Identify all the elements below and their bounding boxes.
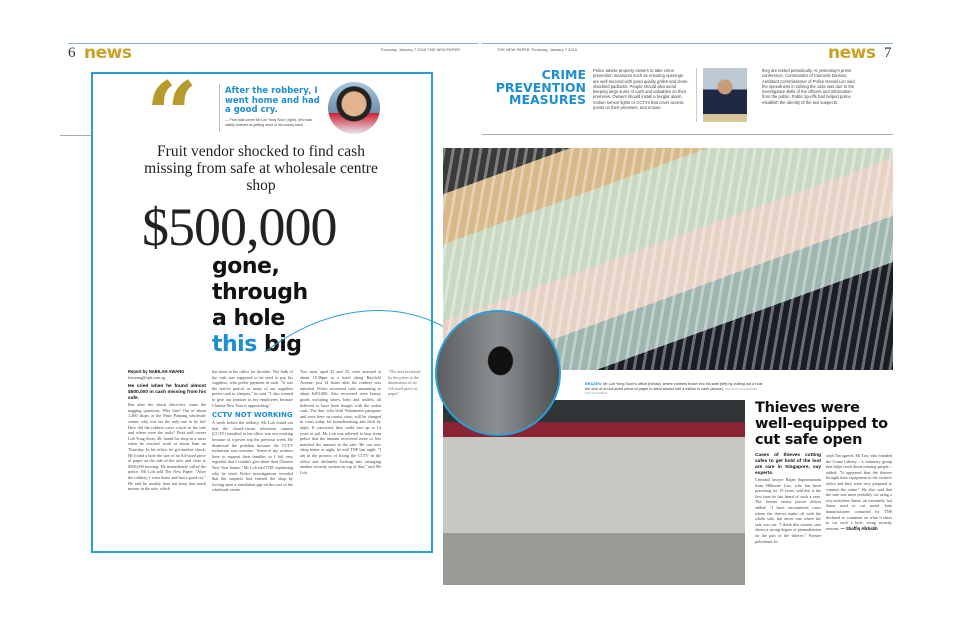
article-author: — Shaffiq Alkhatib [840, 525, 878, 531]
byline-email: fnawang@sph.com.sg [128, 374, 166, 380]
lede: He cried when he found almost $500,000 in cash missing from his safe. [128, 384, 206, 402]
subhead-line: through [212, 280, 308, 305]
crime-prevention-title [486, 69, 586, 107]
quote-divider [219, 84, 220, 132]
column-1-text: But after the shock discovery came the nagging questions. Why him? Out of about 1,400 shops at the Pasir Panjang wholesale centre, why was his the only one to be hit? How did the robbers carve a hole in his safe and where were the tools? Fruit stall owner Loh Yong Soon, 46, found his shop in a mess when he reached work at about 6am on Thursday. In his office, he got another shock: He found a hole the size of an A4-sized piece of paper on the side of the safe, and close to $500,000 missing. He immediately called the police. Mr Loh told The New Paper: "After the robbery, I went home and had a good cry." He said he usually does not keep that much money in the safe, which [128, 402, 206, 492]
section-rule-left [60, 135, 92, 136]
caption-label: BRAZEN: [585, 382, 603, 386]
quote-mark-icon: “ [146, 62, 198, 168]
pull-quote: After the robbery, I went home and had a good cry. [225, 86, 320, 115]
police-officer-photo [703, 68, 747, 122]
column-1 [128, 369, 206, 492]
title-line: MEASURES [509, 92, 586, 107]
pull-quote-attribution: — Fruit stall owner Mr Loh Yong Soon (right), who was visibly relieved at getting most of his money back [225, 118, 312, 127]
title-line: PREVENTION [495, 79, 586, 95]
section-label-right: news [828, 43, 876, 63]
article-column-2 [826, 453, 892, 531]
section-label-left: news [84, 43, 132, 63]
column-3: Two men, aged 23 and 25, were arrested at about 10.30pm at a hotel along Rayfield Avenue, just 14 hours after the robbery was reported. Police recovered cash amounting to about $453,000. Also recovered were luxury goods including shoes, belts and wallets, all believed to have been bought with the stolen cash. The duo, who hold Vietnamese passports and were here on tourist visas, will be charged in court today for housebreaking and theft by night. If convicted, they could face up to 14 years in jail. Mr Loh was relieved to hear from police that the amount recovered more or less matched the amount in the safe. He can now sleep better at night, he told TNP last night. "I am in the process of fixing the CCTV in the office and definitely looking into arranging another security system on top of that," said Mr Loh. [300, 369, 381, 475]
subhead-line: gone, [212, 254, 280, 279]
column-2b-text: A week before the robbery, Mr Loh found out that the closed-circuit television camera (CCTV) installed in his office was not working because of a power trip the previous week. He dismissed the problem because the CCTV technician was overseas. "Some of my workers have to support their families so I felt very regretful that I couldn't give them their Chinese New Year bonus," Mr Loh told TNP, explaining why he cried. Police investigations revealed that the suspects had entered the shop by forcing open a ventilation gap on the roof of the wholesale centre. [212, 420, 293, 493]
page-number-left: 6 [68, 45, 76, 61]
caption-text: Mr Loh Yong Soon's office (below), where robbers broke into his safe (left) by cutting out a hole the size of an A4-sized piece of paper to steal almost half a million in cash (above). [585, 382, 763, 391]
article-headline: Thieves were well-equipped to cut safe open [755, 400, 888, 448]
subhead-line: a hole [212, 306, 285, 331]
subhead-this: this [212, 332, 257, 357]
column-2 [212, 369, 293, 493]
dateline-left: Thursday, January 7 2016 THE NEW PAPER [380, 47, 461, 52]
crime-column-1: Police advise property owners to take crime prevention measures such as ensuring openings are well secured with good quality grilles and close-shackled padlocks. People should also avoid keeping large sums of cash and valuables on their premises. Owners should install a burglar alarm, motion sensor lights or CCTVs that cover access points on their premises, and ensure [593, 68, 689, 111]
dateline-right: THE NEW PAPER Thursday, January 7 2016 [497, 47, 578, 52]
headline: Fruit vendor shocked to find cash missing from safe at wholesale centre shop [144, 143, 378, 194]
article-column-2-text: seph Tan agreed. Mr Tan, who founded the Crime Library – a voluntary group that helps track down missing people – added: "It appeared that the thieves brought their equipment to the victim's office and they were very prepared to commit the crime." He also said that the safe was most probably cut using a oxy-acetylene flame, an extremely hot flame used to cut metal. Safe manufacturers contacted by TNP declined to comment on what it takes to cut such a hole, citing security reasons. [826, 453, 892, 531]
vendor-portrait [328, 82, 380, 134]
article-column-1-text: Criminal lawyer Rajan Supramaniam from Hilborne Law, who has been practising for 15 years, said this is the first time he has heard of such a case. The former senior prison officer added: "I have encountered cases where the thieves make off with the whole safe, but never one where the safe was cut. "I think this current case shows a strong degree of premeditation on the part of the thieves." Former policeman Jo- [755, 477, 821, 544]
side-note: "The area breached by the pliers is the dimensions of an A4-sized piece of paper" [388, 369, 421, 397]
article-column-1 [755, 453, 821, 544]
amount-headline: $500,000 [142, 197, 337, 257]
title-line: CRIME [541, 67, 586, 82]
crime-column-2: they are tested periodically. At yesterday's press conference, Commander of Clementi Division, Assistant Commissioner of Police Gerald Lim said the speediness in solving the case was due to the investigative skills of the officers and information from the public. Public tip-offs had helped police establish the identity of the two suspects. [762, 68, 855, 105]
caption-credit: PHOTOS: SINGAPORE POLICE FORCE [585, 386, 758, 396]
connector-line [260, 290, 460, 360]
byline: Report by NABILAH AWANG [128, 369, 185, 374]
photo-caption [585, 382, 765, 396]
subhead-big: big [264, 332, 302, 357]
column-2-text: has been in his office for decades. The bulk of the cash was supposed to be used to pay his suppliers, who prefer payment in cash. "It was the festive period, as many of our suppliers prefer cash to cheques," he said. "I also wanted to give out bonuses to my employees because Chinese New Year is approaching." [212, 369, 293, 408]
section-rule-right [482, 134, 893, 135]
article-lede: Cases of thieves cutting safes to get hold of the loot are rare in Singapore, say experts. [755, 453, 821, 476]
cctv-subheading: CCTV NOT WORKING [212, 411, 293, 420]
divider [696, 68, 697, 122]
page-number-right: 7 [884, 45, 892, 61]
safe-hole-photo [435, 310, 561, 436]
